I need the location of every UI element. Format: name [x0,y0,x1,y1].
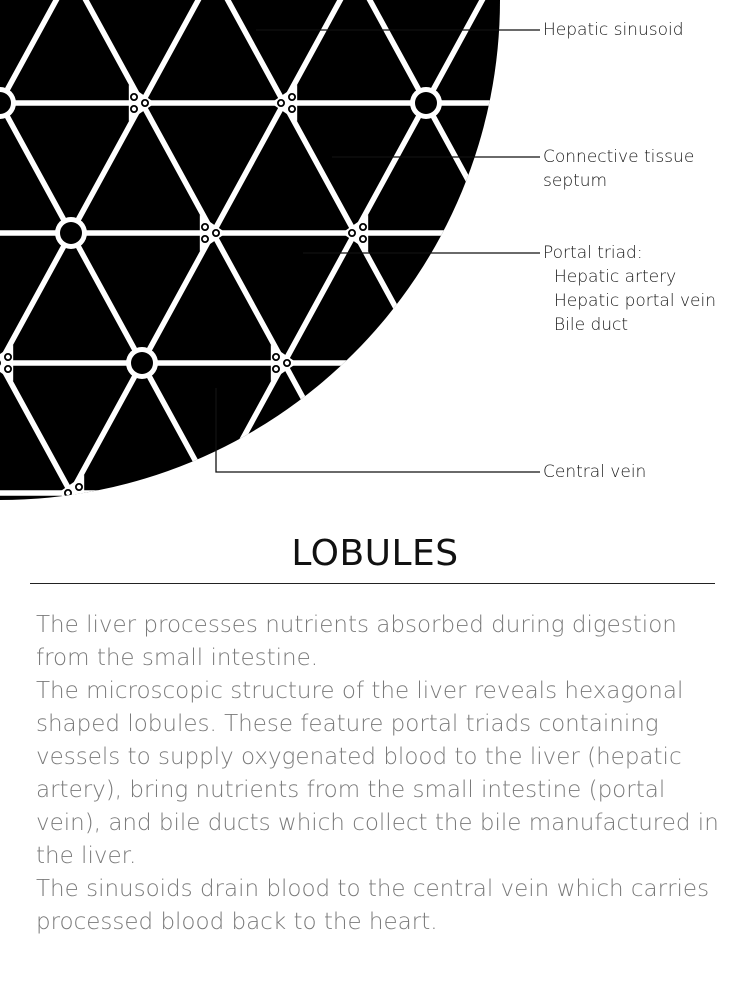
portal-triad-vessel [490,489,499,498]
sinusoid-line [497,493,568,520]
portal-triad-vessel-lumen [6,355,10,359]
sinusoid-line [355,493,426,520]
portal-triad-node [342,475,368,511]
sinusoid-line [355,363,426,493]
portal-triad-vessel [627,223,636,232]
connective-tissue-septum-label [543,145,694,193]
portal-triad-vessel-lumen [77,485,81,489]
description-paragraph: The microscopic structure of the liver reveals hexagonal shaped lobules. These feature portal triads containing vessels to supply oxygenated blood to the liver (hepatic artery), bring nutrients from the small intestine (portal vein), and bile ducts which collect the bile manufactured in the liver. [36,678,719,869]
portal-triad-vessel-lumen [700,355,704,359]
portal-triad-vessel-lumen [716,95,720,99]
portal-triad-vessel-lumen [705,101,709,105]
portal-triad-vessel-lumen [6,367,10,371]
portal-triad-node [413,345,439,381]
portal-triad-vessel-lumen [640,231,644,235]
portal-triad-vessel [75,495,84,504]
sinusoid-line [426,363,497,493]
portal-triad-vessel-lumen [558,95,562,99]
sinusoid-line [426,493,497,520]
sinusoid-line [568,493,639,520]
central-vein-node [552,347,584,379]
title-divider [30,583,715,584]
portal-triad-heading: Portal triad: [543,243,643,263]
portal-triad-vessel-lumen [203,225,207,229]
portal-triad-vessel [419,359,428,368]
portal-triad-vessel-lumen [77,497,81,501]
sinusoid-line [639,493,710,520]
portal-triad-vessel [430,353,439,362]
portal-triad-vessel-lumen [345,497,349,501]
portal-triad-vessel [567,99,576,108]
central-vein-node [481,217,513,249]
description-text [36,609,726,939]
sinusoid-line [639,363,710,493]
portal-triad-vessel-lumen [132,107,136,111]
portal-triad-vessel-lumen [356,491,360,495]
central-vein-lumen [60,222,82,244]
portal-triad-vessel-lumen [716,107,720,111]
central-vein-text: Central vein [543,462,647,482]
septum-text-line1: Connective tissue [543,147,695,167]
portal-triad-vessel-lumen [503,497,507,501]
hepatic-portal-vein-text: Hepatic portal vein [554,291,716,311]
portal-triad-vessel [501,495,510,504]
portal-triad-node [555,85,581,121]
portal-triad-vessel-lumen [203,237,207,241]
sinusoid-line [213,493,284,520]
portal-triad-vessel-lumen [361,225,365,229]
portal-triad-vessel-lumen [350,231,354,235]
central-vein-node [197,477,229,509]
portal-triad-vessel-lumen [492,491,496,495]
portal-triad-node [697,85,723,121]
hepatic-sinusoid-text: Hepatic sinusoid [543,20,684,40]
sinusoid-line [142,493,213,520]
sinusoid-line [568,0,639,103]
portal-triad-vessel-lumen [285,361,289,365]
hepatic-artery-text: Hepatic artery [554,267,677,287]
portal-triad-vessel-lumen [345,485,349,489]
portal-triad-vessel [638,229,647,238]
portal-triad-vessel [343,495,352,504]
central-vein-label [543,460,646,484]
sinusoid-line [71,493,142,520]
portal-triad-vessel-lumen [432,367,436,371]
portal-triad-vessel-lumen [143,101,147,105]
portal-triad-vessel-lumen [503,485,507,489]
portal-triad-vessel-lumen [432,355,436,359]
portal-triad-vessel [501,483,510,492]
portal-triad-vessel-lumen [629,225,633,229]
portal-triad-label [543,241,716,337]
sinusoid-line [497,0,568,103]
description-paragraph: The sinusoids drain blood to the central vein which carries processed blood back to the heart. [36,876,710,935]
central-vein-lumen [202,482,224,504]
bile-duct-text: Bile duct [554,315,629,335]
portal-triad-vessel-lumen [214,231,218,235]
portal-triad-vessel [343,483,352,492]
portal-triad-vessel [714,105,723,114]
portal-triad-vessel-lumen [290,95,294,99]
portal-triad-vessel-lumen [569,101,573,105]
portal-triad-vessel-lumen [711,361,715,365]
portal-triad-node [697,345,723,381]
portal-triad-vessel [556,93,565,102]
central-vein-lumen [486,222,508,244]
central-vein-lumen [557,352,579,374]
central-vein-lumen [628,482,650,504]
portal-triad-vessel [556,105,565,114]
section-title: LOBULES [291,533,459,574]
portal-triad-vessel-lumen [361,237,365,241]
portal-triad-vessel-lumen [290,107,294,111]
portal-triad-vessel-lumen [66,491,70,495]
portal-triad-vessel-lumen [274,367,278,371]
portal-triad-vessel-lumen [279,101,283,105]
description-paragraph: The liver processes nutrients absorbed during digestion from the small intestine. [36,612,677,671]
portal-triad-node [484,475,510,511]
portal-triad-vessel-lumen [700,367,704,371]
portal-triad-vessel [354,489,363,498]
portal-triad-vessel [703,99,712,108]
portal-triad-vessel-lumen [421,361,425,365]
hepatic-sinusoid-label [543,18,684,42]
portal-triad-vessel-lumen [132,95,136,99]
portal-triad-vessel [698,353,707,362]
portal-triad-vessel [698,365,707,374]
portal-triad-vessel-lumen [558,107,562,111]
sinusoid-line [284,493,355,520]
sinusoid-line [639,0,710,103]
portal-triad-vessel [714,93,723,102]
central-vein-lumen [415,92,437,114]
portal-triad-vessel-lumen [274,355,278,359]
portal-triad-vessel [709,359,718,368]
central-vein-lumen [131,352,153,374]
portal-triad-vessel [430,365,439,374]
septum-text-line2: septum [543,171,608,191]
